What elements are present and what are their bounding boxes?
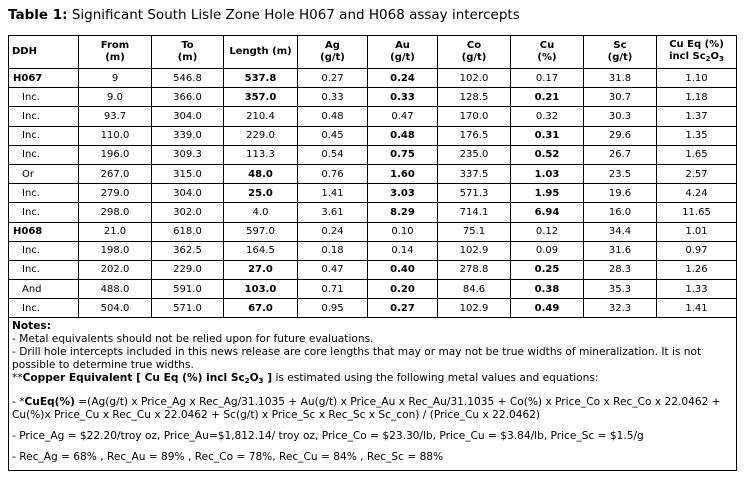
cell-cueq: 1.65 [657,145,737,164]
cell-co: 102.9 [438,299,511,318]
table-row [9,145,737,164]
cell-from: 202.0 [79,260,152,279]
cell-cueq: 1.18 [657,88,737,107]
cell-cueq: 1.10 [657,69,737,88]
cell-cu: 0.25 [511,260,584,279]
caption-text: Significant South Lisle Zone Hole H067 and H068 assay intercepts [71,7,520,23]
header-row [9,36,737,69]
cell-from: 279.0 [79,184,152,203]
cell-sc: 31.8 [584,69,657,88]
cell-ddh: Inc. [9,299,79,318]
cell-cu: 0.12 [511,222,584,241]
cell-from: 298.0 [79,203,152,222]
cell-length: 27.0 [224,260,298,279]
assay-table [8,35,737,471]
table-row [9,107,737,126]
note-drill-intercepts: - Drill hole intercepts included in this news release are core lengths that may or may not be true widths of mineralization. It is not possible to determine true widths. [12,346,702,372]
cell-sc: 30.3 [584,107,657,126]
cell-cueq: 0.97 [657,241,737,260]
cell-from: 21.0 [79,222,152,241]
cell-sc: 31.6 [584,241,657,260]
header-co: Co (g/t) [438,36,511,69]
cell-cu: 0.32 [511,107,584,126]
cell-length: 4.0 [224,203,298,222]
cell-co: 128.5 [438,88,511,107]
cell-cueq: 1.01 [657,222,737,241]
header-cueq: Cu Eq (%) incl $Sc_2O_3$ [657,36,737,69]
cell-cu: 0.09 [511,241,584,260]
cell-sc: 16.0 [584,203,657,222]
cell-au: 1.60 [368,164,438,183]
table-row [9,260,737,279]
cell-cueq: 11.65 [657,203,737,222]
cell-to: 309.3 [152,145,224,164]
cell-to: 571.0 [152,299,224,318]
cell-ag: 0.95 [298,299,368,318]
table-caption [8,7,520,23]
note-cueq-equation: - *CuEq(%) =(Ag(g/t) x Price_Ag x Rec_Ag/31.1035 + Au(g/t) x Price_Au x Rec_Au/31.1035 + Co(%) x Price_Co x Rec_Co x 22.0462 + Cu(%)x Price_Cu x Rec_Cu x 22.0462 + Sc(g/t) x Price_Sc x Rec_Sc x Sc_con) / (Price_Cu x 22.0462) [12,396,721,422]
cell-co: 714.1 [438,203,511,222]
cell-from: 9.0 [79,88,152,107]
cell-cueq: 4.24 [657,184,737,203]
cell-length: 210.4 [224,107,298,126]
header-sc: Sc (g/t) [584,36,657,69]
cell-cueq: 1.33 [657,280,737,299]
cell-cueq: 1.35 [657,126,737,145]
table-row [9,299,737,318]
cell-cu: 0.38 [511,280,584,299]
cell-cueq: 2.57 [657,164,737,183]
cell-ag: 0.54 [298,145,368,164]
cell-from: 198.0 [79,241,152,260]
cell-ag: 0.27 [298,69,368,88]
cell-to: 362.5 [152,241,224,260]
cell-sc: 34.4 [584,222,657,241]
cell-co: 170.0 [438,107,511,126]
table-row [9,280,737,299]
cell-sc: 35.3 [584,280,657,299]
cell-sc: 32.3 [584,299,657,318]
note-prices: - Price_Ag = $22.20/troy oz, Price_Au=$1,812.14/ troy oz, Price_Co = $23.30/lb, Price_Cu = $3.84/lb, Price_Sc = $1.5/g [12,430,644,443]
cell-sc: 28.3 [584,260,657,279]
cell-co: 278.8 [438,260,511,279]
cell-co: 102.9 [438,241,511,260]
cell-au: 3.03 [368,184,438,203]
cell-ag: 0.48 [298,107,368,126]
cell-length: 357.0 [224,88,298,107]
cell-ag: 0.18 [298,241,368,260]
cell-sc: 23.5 [584,164,657,183]
table-row [9,88,737,107]
cell-to: 302.0 [152,203,224,222]
cell-au: 0.14 [368,241,438,260]
cell-to: 618.0 [152,222,224,241]
cell-co: 571.3 [438,184,511,203]
cell-to: 339.0 [152,126,224,145]
table-row [9,126,737,145]
cell-ag: 0.33 [298,88,368,107]
cell-sc: 30.7 [584,88,657,107]
cell-cu: 0.52 [511,145,584,164]
cell-au: 0.20 [368,280,438,299]
header-cu: Cu (%) [511,36,584,69]
table-row [9,203,737,222]
cell-to: 366.0 [152,88,224,107]
cell-to: 546.8 [152,69,224,88]
table-row [9,184,737,203]
cell-au: 0.33 [368,88,438,107]
cell-sc: 29.6 [584,126,657,145]
cell-ddh: Inc. [9,126,79,145]
header-length: Length (m) [224,36,298,69]
cell-ag: 0.71 [298,280,368,299]
table-row [9,69,737,88]
header-ag: Ag (g/t) [298,36,368,69]
cell-ag: 0.24 [298,222,368,241]
cell-ddh: Inc. [9,184,79,203]
cell-to: 304.0 [152,184,224,203]
cell-cu: 0.17 [511,69,584,88]
cell-length: 48.0 [224,164,298,183]
cell-au: 0.27 [368,299,438,318]
cell-au: 0.75 [368,145,438,164]
cell-co: 75.1 [438,222,511,241]
cell-ag: 0.76 [298,164,368,183]
note-copper-equivalent: **Copper Equivalent [ Cu Eq (%) incl Sc2O3 ] is estimated using the following metal values and equations: [12,372,599,386]
cell-ddh: Inc. [9,260,79,279]
header-au: Au (g/t) [368,36,438,69]
cell-cu: 0.31 [511,126,584,145]
cell-cu: 6.94 [511,203,584,222]
cell-cu: 0.21 [511,88,584,107]
cell-from: 488.0 [79,280,152,299]
cell-length: 25.0 [224,184,298,203]
cell-ag: 0.45 [298,126,368,145]
cell-from: 110.0 [79,126,152,145]
cell-ddh: Inc. [9,241,79,260]
cell-co: 337.5 [438,164,511,183]
cell-from: 9 [79,69,152,88]
cell-co: 176.5 [438,126,511,145]
header-to: To (m) [152,36,224,69]
header-ddh: DDH [9,36,79,69]
caption-label: Table 1: [8,7,68,23]
cell-length: 537.8 [224,69,298,88]
cell-au: 0.40 [368,260,438,279]
cell-ddh: Inc. [9,88,79,107]
cell-au: 0.47 [368,107,438,126]
notes-cell [9,318,737,471]
cell-length: 103.0 [224,280,298,299]
notes-title: Notes: [12,320,51,333]
cell-length: 113.3 [224,145,298,164]
cell-ddh: And [9,280,79,299]
cell-co: 102.0 [438,69,511,88]
cell-co: 235.0 [438,145,511,164]
cell-from: 93.7 [79,107,152,126]
cell-au: 8.29 [368,203,438,222]
cell-cu: 0.49 [511,299,584,318]
cell-cueq: 1.37 [657,107,737,126]
cell-length: 67.0 [224,299,298,318]
cell-ddh: Inc. [9,107,79,126]
cell-to: 229.0 [152,260,224,279]
cell-from: 504.0 [79,299,152,318]
cell-to: 315.0 [152,164,224,183]
cell-au: 0.48 [368,126,438,145]
cell-co: 84.6 [438,280,511,299]
cell-from: 267.0 [79,164,152,183]
cell-ag: 3.61 [298,203,368,222]
cell-cu: 1.95 [511,184,584,203]
cell-ag: 0.47 [298,260,368,279]
cell-cueq: 1.41 [657,299,737,318]
cell-ddh: Or [9,164,79,183]
note-metal-equivalents: - Metal equivalents should not be relied upon for future evaluations. [12,333,374,346]
cell-au: 0.24 [368,69,438,88]
cell-sc: 19.6 [584,184,657,203]
cell-ddh: H068 [9,222,79,241]
table-row [9,164,737,183]
cell-length: 229.0 [224,126,298,145]
cell-ddh: Inc. [9,203,79,222]
cell-cu: 1.03 [511,164,584,183]
cell-length: 597.0 [224,222,298,241]
cell-ddh: H067 [9,69,79,88]
cell-ag: 1.41 [298,184,368,203]
cell-length: 164.5 [224,241,298,260]
cell-au: 0.10 [368,222,438,241]
cell-sc: 26.7 [584,145,657,164]
header-from: From (m) [79,36,152,69]
table-row [9,222,737,241]
cell-to: 304.0 [152,107,224,126]
cell-from: 196.0 [79,145,152,164]
cell-to: 591.0 [152,280,224,299]
cell-ddh: Inc. [9,145,79,164]
note-recoveries: - Rec_Ag = 68% , Rec_Au = 89% , Rec_Co = 78%, Rec_Cu = 84% , Rec_Sc = 88% [12,451,444,464]
cell-cueq: 1.26 [657,260,737,279]
table-row [9,241,737,260]
notes-row [9,318,737,471]
